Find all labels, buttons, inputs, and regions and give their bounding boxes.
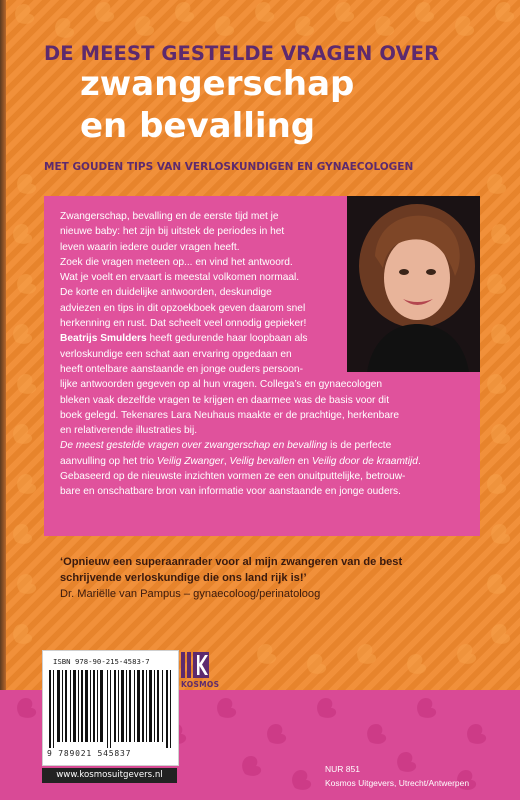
blurb-fragment: .	[417, 455, 421, 467]
quote-author: Dr. Mariëlle van Pampus – gynaecoloog/perinatoloog	[60, 588, 321, 600]
blurb-line: Gebaseerd op de nieuwste inzichten vormen ze een onuitputtelijke, betrouw-	[60, 471, 406, 483]
blurb-line	[60, 331, 338, 346]
blurb-line: verloskundige een schat aan ervaring opgedaan en	[60, 348, 292, 360]
barcode	[42, 650, 179, 766]
blurb-line: leven waarin iedere ouder vragen heeft.	[60, 241, 240, 253]
blurb-fragment: heeft gedurende haar loopbaan als	[146, 333, 308, 345]
nur-code: NUR 851	[325, 764, 360, 774]
book-title-italic: De meest gestelde vragen over zwangerschap en bevalling	[60, 440, 328, 452]
blurb-fragment: aanvulling op het trio	[60, 455, 157, 467]
blurb-line: Wat je voelt en ervaart is meestal volkomen normaal.	[60, 272, 300, 284]
isbn-number: ISBN 978-90-215-4583-7	[53, 657, 150, 666]
blurb-line: en relativerende illustraties bij.	[60, 425, 198, 437]
blurb-text	[60, 209, 476, 500]
blurb-line: bare en onschatbare bron van informatie voor aanstaande en jonge ouders.	[60, 486, 401, 498]
blurb-line: Zwangerschap, bevalling en de eerste tijd met je	[60, 211, 279, 222]
publisher-website[interactable]: www.kosmosuitgevers.nl	[42, 768, 177, 783]
blurb-fragment: en	[294, 455, 312, 467]
blurb-line: De korte en duidelijke antwoorden, deskundige	[60, 287, 272, 299]
subtitle: MET GOUDEN TIPS VAN VERLOSKUNDIGEN EN GYNAECOLOGEN	[44, 161, 414, 173]
series-title: Veilig door de kraamtijd	[311, 455, 418, 467]
quote-line-2: schrijvende verloskundige die ons land rijk is!’	[60, 572, 307, 584]
endorsement-quote	[60, 554, 500, 602]
blurb-line: bleken vaak dezelfde vragen te krijgen en daarmee was de basis voor dit	[60, 394, 390, 406]
blurb-line: nieuwe baby: het zijn bij uitstek de periodes in het	[60, 226, 285, 238]
quote-line-1: ‘Opnieuw een superaanrader voor al mijn zwangeren van de best	[60, 556, 403, 568]
blurb-fragment: is de perfecte	[327, 440, 392, 452]
author-name: Beatrijs Smulders	[60, 333, 147, 345]
barcode-bars	[49, 670, 173, 748]
blurb-line: adviezen en tips in dit opzoekboek geven daarom snel	[60, 302, 306, 314]
blurb-line: herkenning en rust. Dat scheelt veel onnodig gepieker!	[60, 318, 307, 330]
logo-wordmark: KOSMOS	[181, 680, 220, 689]
series-title: Veilig bevallen	[229, 455, 295, 467]
blurb-line: boek gelegd. Tekenares Lara Neuhaus maakte er de prachtige, herkenbare	[60, 409, 400, 421]
kosmos-k-icon	[181, 652, 209, 678]
publisher-logo	[181, 652, 223, 689]
series-title: Veilig Zwanger	[156, 455, 224, 467]
blurb-line	[60, 438, 476, 453]
title-line-2: en bevalling	[80, 106, 316, 146]
series-kicker: DE MEEST GESTELDE VRAGEN OVER	[44, 42, 440, 65]
blurb-line: Zoek die vragen meteen op... en vind het antwoord.	[60, 256, 293, 268]
blurb-line: heeft ontelbare aanstaande en jonge ouders persoon-	[60, 363, 303, 375]
ean-number: 9 789021 545837	[47, 749, 132, 758]
publisher-imprint: Kosmos Uitgevers, Utrecht/Antwerpen	[325, 778, 470, 788]
blurb-line: lijke antwoorden gegeven op al hun vragen. Collega’s en gynaecologen	[60, 379, 383, 391]
blurb-line	[60, 454, 476, 469]
blurb-fragment: ,	[223, 455, 230, 467]
title-line-1: zwangerschap	[80, 64, 355, 104]
